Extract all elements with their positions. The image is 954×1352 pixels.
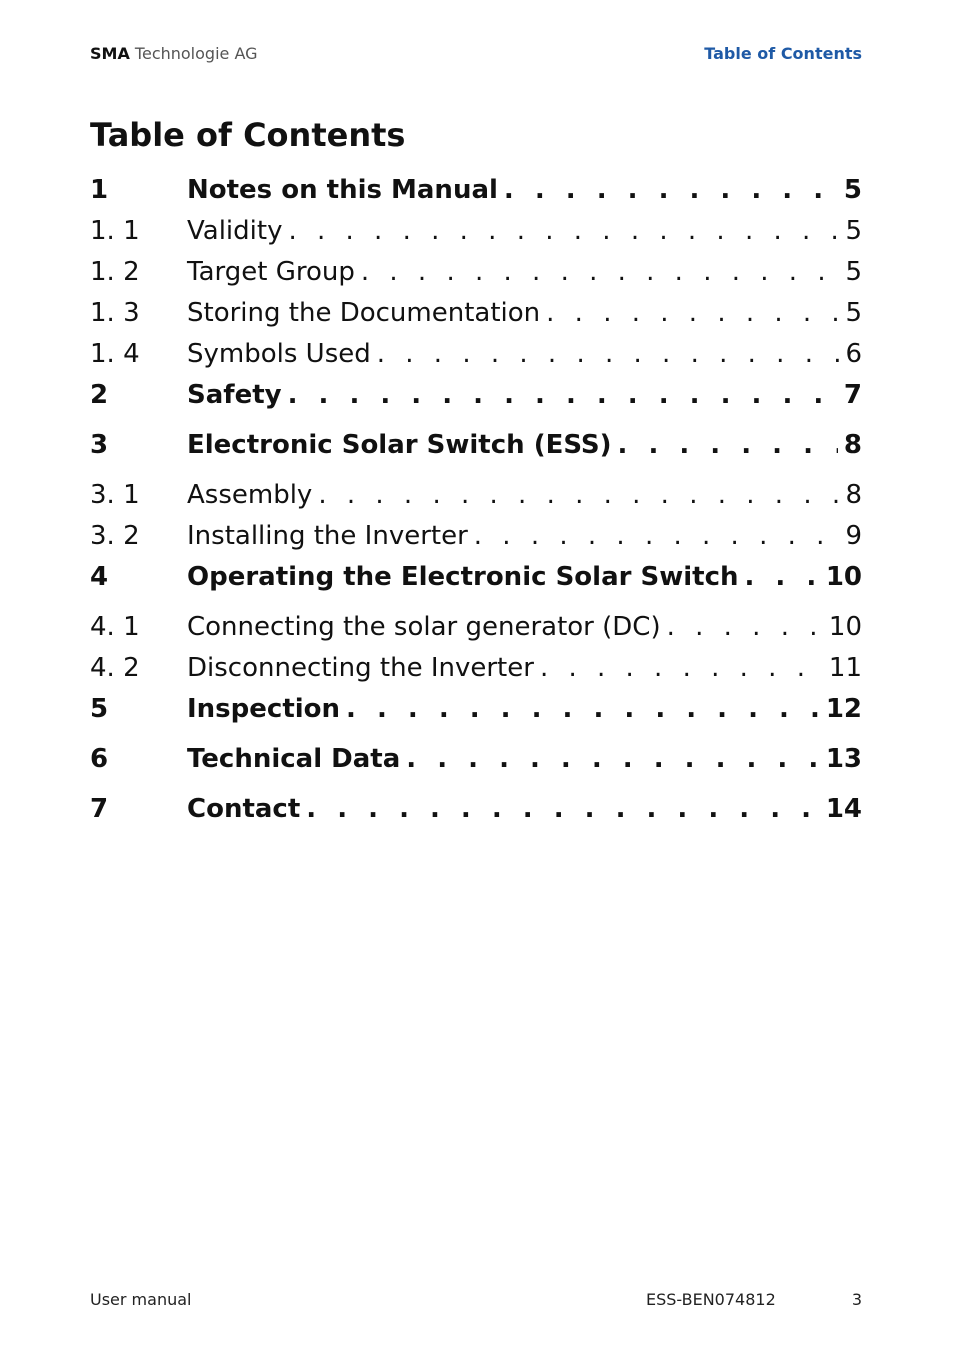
toc-list: [90, 168, 862, 837]
toc-entry-leader: [187, 605, 862, 649]
toc-entry-title: Target Group: [187, 250, 361, 294]
toc-entry[interactable]: [90, 737, 862, 787]
toc-entry[interactable]: [90, 787, 862, 837]
toc-entry-leader: [187, 787, 862, 831]
toc-entry-number: 1. 2: [90, 257, 140, 287]
toc-entry-leader: [187, 250, 862, 294]
toc-entry-leader: [187, 209, 862, 253]
toc-entry-page: 6: [845, 339, 862, 369]
toc-dot-leader: [346, 687, 820, 731]
toc-entry-leader: [187, 646, 862, 690]
toc-entry[interactable]: [90, 555, 862, 605]
toc-dot-leader: [546, 291, 839, 335]
footer-doc-code: ESS-BEN074812: [646, 1290, 776, 1309]
company-name-bold: SMA: [90, 44, 130, 63]
toc-entry-page: 7: [843, 380, 862, 410]
toc-entry-title: Technical Data: [187, 737, 406, 781]
toc-entry-page: 5: [843, 175, 862, 205]
toc-entry-title: Connecting the solar generator (DC): [187, 605, 667, 649]
toc-entry-page: 11: [828, 653, 862, 683]
toc-entry-number: 3. 2: [90, 521, 140, 551]
company-name: [90, 44, 258, 63]
toc-entry[interactable]: [90, 168, 862, 209]
toc-entry[interactable]: [90, 687, 862, 737]
toc-entry-number: 1. 4: [90, 339, 140, 369]
toc-dot-leader: [306, 787, 820, 831]
toc-dot-leader: [504, 168, 838, 212]
toc-dot-leader: [377, 332, 840, 376]
toc-entry-title: Disconnecting the Inverter: [187, 646, 540, 690]
toc-entry-page: 9: [845, 521, 862, 551]
toc-entry-number: 4. 2: [90, 653, 140, 683]
toc-entry[interactable]: [90, 423, 862, 473]
toc-entry-page: 14: [825, 794, 862, 824]
toc-entry-page: 5: [845, 298, 862, 328]
toc-entry[interactable]: [90, 473, 862, 514]
company-name-rest: Technologie AG: [129, 44, 258, 63]
toc-dot-leader: [288, 373, 838, 417]
toc-entry[interactable]: [90, 209, 862, 250]
toc-entry-leader: [187, 168, 862, 212]
toc-entry-title: Assembly: [187, 473, 318, 517]
toc-entry-leader: [187, 514, 862, 558]
toc-entry-title: Notes on this Manual: [187, 168, 504, 212]
toc-dot-leader: [288, 209, 839, 253]
toc-entry[interactable]: [90, 291, 862, 332]
toc-entry-leader: [187, 332, 862, 376]
footer-doc-type: User manual: [90, 1290, 192, 1309]
toc-entry-leader: [187, 555, 862, 599]
toc-dot-leader: [540, 646, 823, 690]
page-header: [90, 44, 862, 66]
toc-entry-title: Safety: [187, 373, 288, 417]
toc-dot-leader: [361, 250, 840, 294]
toc-entry-title: Symbols Used: [187, 332, 377, 376]
footer-page-number: 3: [851, 1290, 862, 1309]
toc-entry-leader: [187, 373, 862, 417]
toc-dot-leader: [667, 605, 823, 649]
toc-entry[interactable]: [90, 514, 862, 555]
toc-entry-number: 7: [90, 794, 109, 824]
toc-entry-number: 4. 1: [90, 612, 140, 642]
toc-entry-number: 5: [90, 694, 109, 724]
toc-entry-page: 13: [825, 744, 862, 774]
toc-dot-leader: [474, 514, 840, 558]
toc-entry-number: 1: [90, 175, 109, 205]
toc-dot-leader: [745, 555, 820, 599]
toc-entry-number: 6: [90, 744, 109, 774]
toc-entry-title: Electronic Solar Switch (ESS): [187, 423, 618, 467]
header-section-title: Table of Contents: [704, 44, 862, 63]
toc-entry-page: 10: [825, 562, 862, 592]
toc-entry-title: Storing the Documentation: [187, 291, 546, 335]
toc-entry-page: 5: [845, 257, 862, 287]
toc-dot-leader: [318, 473, 839, 517]
toc-entry-title: Operating the Electronic Solar Switch: [187, 555, 745, 599]
toc-entry-leader: [187, 291, 862, 335]
toc-entry[interactable]: [90, 332, 862, 373]
toc-entry-title: Contact: [187, 787, 306, 831]
toc-entry-leader: [187, 687, 862, 731]
toc-entry[interactable]: [90, 373, 862, 423]
toc-dot-leader: [618, 423, 838, 467]
toc-entry-page: 8: [845, 480, 862, 510]
toc-entry-page: 12: [825, 694, 862, 724]
toc-entry-leader: [187, 473, 862, 517]
toc-entry[interactable]: [90, 250, 862, 291]
toc-entry[interactable]: [90, 646, 862, 687]
toc-entry-title: Inspection: [187, 687, 346, 731]
page-title: Table of Contents: [90, 116, 406, 154]
toc-entry-number: 2: [90, 380, 109, 410]
toc-dot-leader: [406, 737, 820, 781]
toc-entry-leader: [187, 423, 862, 467]
toc-entry-number: 3. 1: [90, 480, 140, 510]
toc-entry-number: 4: [90, 562, 109, 592]
toc-entry-number: 3: [90, 430, 109, 460]
toc-entry-page: 10: [828, 612, 862, 642]
toc-entry-page: 8: [843, 430, 862, 460]
toc-entry-title: Validity: [187, 209, 288, 253]
toc-entry-number: 1. 1: [90, 216, 140, 246]
toc-entry[interactable]: [90, 605, 862, 646]
toc-entry-title: Installing the Inverter: [187, 514, 474, 558]
toc-entry-number: 1. 3: [90, 298, 140, 328]
toc-entry-page: 5: [845, 216, 862, 246]
toc-entry-leader: [187, 737, 862, 781]
